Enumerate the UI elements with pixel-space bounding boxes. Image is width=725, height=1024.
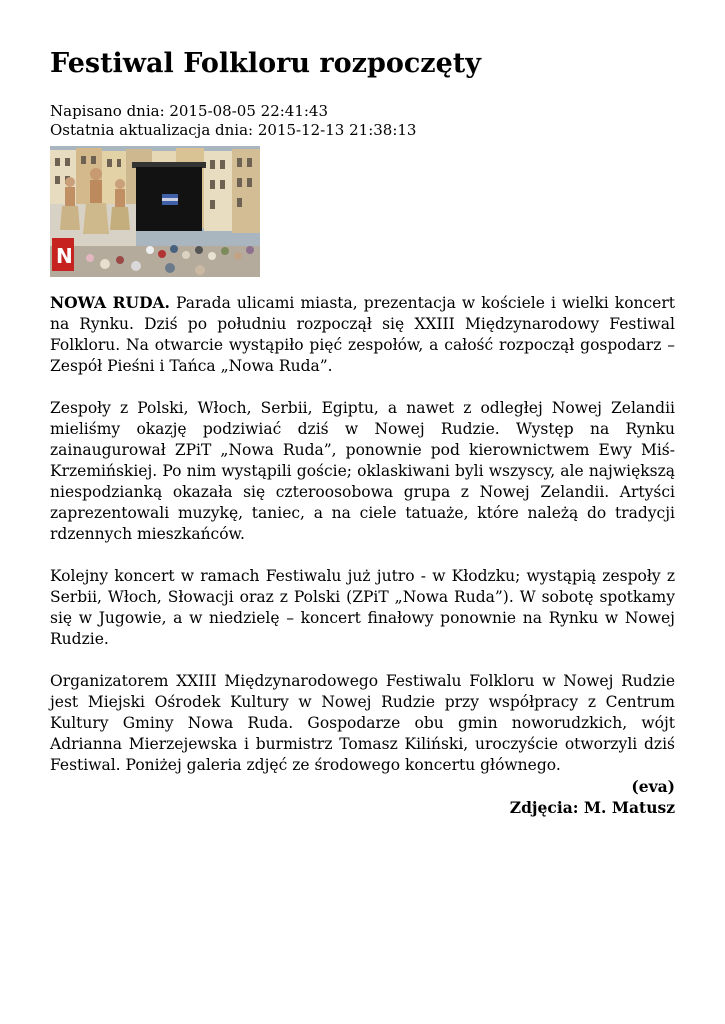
article-paragraph: Organizatorem XXIII Międzynarodowego Festiwalu Folkloru w Nowej Rudzie jest Miejski Ośrodek Kultury w Nowej Rudzie przy współpracy z Centrum Kultury Gminy Nowa Ruda. Gospodarze obu gmin noworudzkich, wójt Adrianna Mierzejewska i burmistrz Tomasz Kiliński, uroczyście otworzyli dziś Festiwal. Poniżej galeria zdjęć ze środowego koncertu głównego. bbox=[50, 672, 675, 775]
article-body bbox=[50, 292, 675, 818]
article-photo bbox=[50, 146, 260, 277]
updated-date: Ostatnia aktualizacja dnia: 2015-12-13 21:38:13 bbox=[50, 121, 417, 140]
paragraph-text: Parada ulicami miasta, prezentacja w kościele i wielki koncert na Rynku. Dziś po południu rozpoczął się XXIII Międzynarodowy Festiwal Folkloru. Na otwarcie wystąpiło pięć zespołów, a całość rozpoczął gospodarz – Zespół Pieśni i Tańca „Nowa Ruda”. bbox=[50, 294, 675, 376]
svg-text:N: N bbox=[56, 244, 73, 269]
paragraph-lead: NOWA RUDA. bbox=[50, 293, 170, 313]
photo-credit: Zdjęcia: M. Matusz bbox=[509, 798, 675, 818]
author-signature: (eva) bbox=[631, 777, 675, 797]
published-date: Napisano dnia: 2015-08-05 22:41:43 bbox=[50, 102, 329, 121]
article-paragraph bbox=[50, 292, 675, 377]
article-title: Festiwal Folkloru rozpoczęty bbox=[50, 48, 481, 79]
article-paragraph: Zespoły z Polski, Włoch, Serbii, Egiptu, a nawet z odległej Nowej Zelandii mieliśmy okazję podziwiać dziś w Nowej Rudzie. Występ na Rynku zainaugurował ZPiT „Nowa Ruda”, ponownie pod kierownictwem Ewy Miś-Krzemińskiej. Po nim wystąpili goście; oklaskiwani byli wszyscy, ale największą niespodzianką okazała się czteroosobowa grupa z Nowej Zelandii. Artyści zaprezentowali muzykę, taniec, a na ciele tatuaże, które należą do tradycji rdzennych mieszkańców. bbox=[50, 399, 675, 544]
festival-photo-svg bbox=[50, 146, 260, 277]
article-paragraph: Kolejny koncert w ramach Festiwalu już jutro - w Kłodzku; wystąpią zespoły z Serbii, Włoch, Słowacji oraz z Polski (ZPiT „Nowa Ruda”). W sobotę spotkamy się w Jugowie, a w niedzielę – koncert finałowy ponownie na Rynku w Nowej Rudzie. bbox=[50, 567, 675, 649]
